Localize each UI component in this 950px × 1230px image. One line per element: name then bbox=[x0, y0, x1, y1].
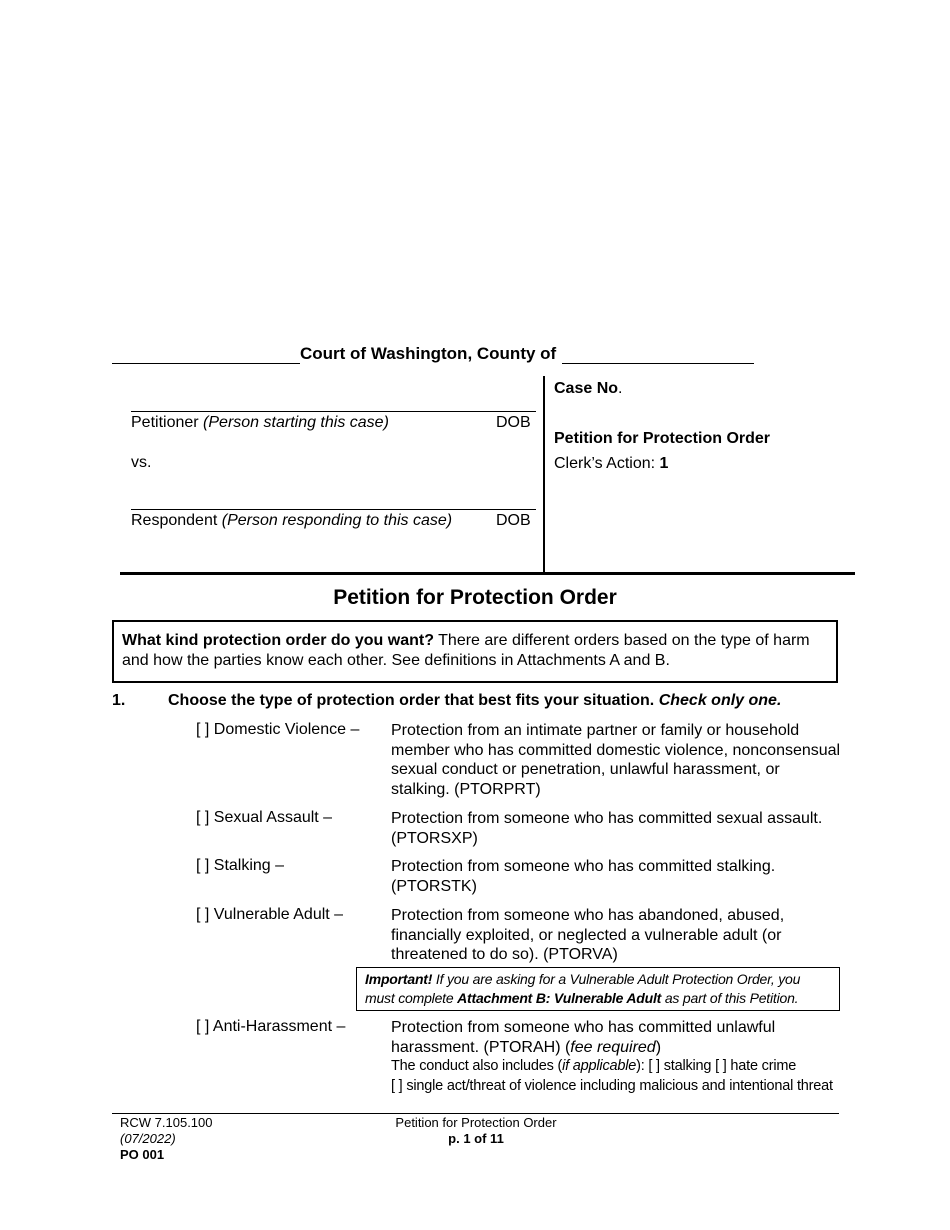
option-sexual-assault-checkbox[interactable]: [ ] Sexual Assault – bbox=[196, 809, 333, 826]
vs-label: vs. bbox=[131, 454, 152, 471]
petitioner-dob-label: DOB bbox=[496, 414, 531, 431]
important-note: Important! If you are asking for a Vulnerable Adult Protection Order, you must complete Attachment B: Vulnerable Adult as part of this Petition. bbox=[356, 967, 840, 1011]
footer-page: p. 1 of 11 bbox=[448, 1131, 504, 1146]
option-domestic-violence-description: Protection from an intimate partner or family or household member who has committed domestic violence, nonconsensual sexual conduct or penetration, unlawful harassment, or stalking. (PTORPRT) bbox=[391, 722, 841, 798]
info-box-lead: What kind protection order do you want? bbox=[122, 632, 434, 649]
footer-title: Petition for Protection Order bbox=[395, 1115, 557, 1130]
footer-form-code: PO 001 bbox=[120, 1147, 165, 1162]
court-title bbox=[112, 344, 784, 364]
case-no: Case No. bbox=[554, 380, 623, 397]
conduct-line-1: The conduct also includes (if applicable): [ ] stalking [ ] hate crime bbox=[391, 1058, 797, 1074]
caption-divider bbox=[543, 376, 545, 574]
footer-statute: RCW 7.105.100 bbox=[120, 1115, 213, 1130]
court-name-blank[interactable] bbox=[112, 345, 300, 364]
info-box-text: There are different orders based on the type of harm and how the parties know each other. See definitions in Attachments A and B. bbox=[122, 632, 810, 669]
footer-revision: (07/2022) bbox=[120, 1131, 176, 1146]
petitioner-label: Petitioner (Person starting this case) bbox=[131, 414, 389, 431]
option-vulnerable-adult-description: Protection from someone who has abandoned, abused, financially exploited, or neglected a vulnerable adult (or threatened to do so). (PTORVA) bbox=[391, 907, 785, 964]
clerk-action: Clerk’s Action: 1 bbox=[554, 455, 669, 472]
option-domestic-violence-checkbox[interactable]: [ ] Domestic Violence – bbox=[196, 721, 360, 738]
section-prompt: Choose the type of protection order that best fits your situation. Check only one. bbox=[168, 692, 782, 709]
page-title: Petition for Protection Order bbox=[333, 586, 617, 609]
respondent-dob-label: DOB bbox=[496, 512, 531, 529]
court-title-text: Court of Washington, County of bbox=[300, 344, 557, 363]
option-anti-harassment-checkbox[interactable]: [ ] Anti-Harassment – bbox=[196, 1018, 346, 1035]
respondent-label: Respondent (Person responding to this case) bbox=[131, 512, 453, 529]
caption-bottom-rule bbox=[120, 572, 855, 575]
section-number: 1. bbox=[112, 692, 126, 709]
footer-center bbox=[376, 1115, 576, 1147]
respondent-line[interactable] bbox=[131, 509, 536, 510]
option-stalking-description: Protection from someone who has committed stalking. (PTORSTK) bbox=[391, 858, 776, 895]
conduct-line-2[interactable]: [ ] single act/threat of violence including malicious and intentional threat bbox=[391, 1078, 833, 1094]
caption-document-title: Petition for Protection Order bbox=[554, 430, 771, 447]
footer-left bbox=[120, 1115, 213, 1163]
option-vulnerable-adult-checkbox[interactable]: [ ] Vulnerable Adult – bbox=[196, 906, 344, 923]
petitioner-line[interactable] bbox=[131, 411, 536, 412]
option-stalking-checkbox[interactable]: [ ] Stalking – bbox=[196, 857, 285, 874]
county-blank[interactable] bbox=[562, 345, 754, 364]
footer-rule bbox=[112, 1113, 839, 1114]
info-box bbox=[112, 620, 838, 683]
option-sexual-assault-description: Protection from someone who has committed sexual assault. (PTORSXP) bbox=[391, 810, 823, 847]
option-anti-harassment-description: Protection from someone who has committed unlawful harassment. (PTORAH) (fee required) bbox=[391, 1019, 776, 1056]
